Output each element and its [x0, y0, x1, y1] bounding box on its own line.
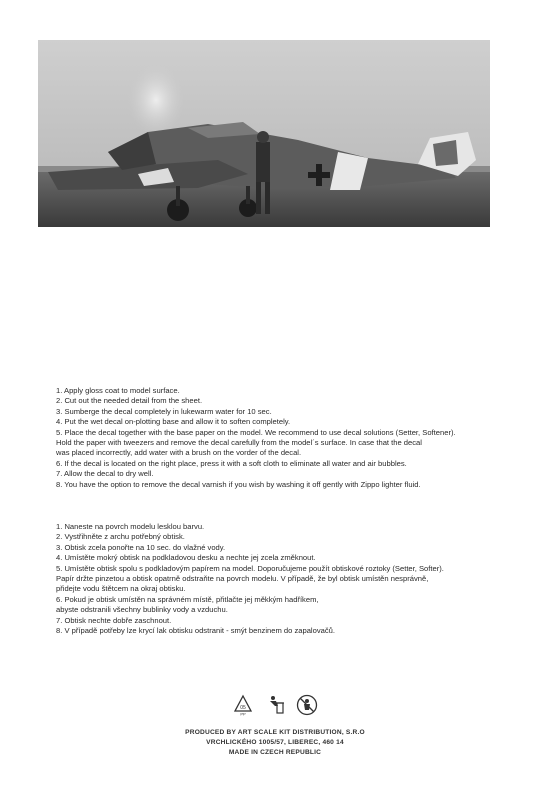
instruction-step: 5. Umístěte obtisk spolu s podkladovým papírem na model. Doporučujeme použít obtiskové roztoky (Setter, Softer). Papír držte pinzetou a obtisk opatrně odstraňte na povrch modelu. V případě, že byl obtisk umístěn nesprávně, přidejte vodu štětcem na okraj obtisku. — [56, 563, 444, 594]
producer-footer — [0, 728, 550, 758]
instruction-step: 3. Obtisk zcela ponořte na 10 sec. do vlažné vody. — [56, 542, 226, 552]
instructions-czech — [56, 522, 526, 636]
instruction-step: 2. Vystřihněte z archu potřebný obtisk. — [56, 532, 185, 542]
svg-text:05: 05 — [240, 705, 246, 711]
instruction-step: 4. Umístěte mokrý obtisk na podkladovou desku a nechte jej zcela změknout. — [56, 553, 316, 563]
instruction-step: 3. Sumberge the decal completely in lukewarm water for 10 sec. — [56, 406, 272, 416]
address-line: VRCHLICKÉHO 1005/57, LIBEREC, 460 14 — [206, 739, 344, 746]
instruction-step: 2. Cut out the needed detail from the sheet. — [56, 396, 203, 406]
bin-icon — [264, 694, 286, 716]
instruction-step: 7. Obtisk nechte dobře zaschnout. — [56, 615, 172, 625]
instruction-step: 5. Place the decal together with the base paper on the model. We recommend to use decal solutions (Setter, Softener). Hold the paper with tweezers and remove the decal carefully from the model´s surface. In case that the decal was placed incorrectly, add water with a brush on the vorder of the decal. — [56, 427, 456, 458]
recycle-pp-icon — [232, 694, 254, 716]
origin-line: MADE IN CZECH REPUBLIC — [228, 749, 322, 756]
instruction-step: 8. You have the option to remove the decal varnish if you wish by washing it off gently with Zippo lighter fluid. — [56, 479, 421, 489]
svg-text:PP: PP — [240, 711, 246, 716]
instruction-step: 6. Pokud je obtisk umístěn na správném místě, přitlačte jej měkkým hadříkem, abyste odstranili všechny bublinky vody a vzduchu. — [56, 594, 319, 615]
instruction-step: 4. Put the wet decal on-plotting base and allow it to soften completely. — [56, 417, 291, 427]
instruction-step: 1. Apply gloss coat to model surface. — [56, 386, 180, 395]
instruction-step: 8. V případě potřeby lze krycí lak obtisku odstranit - smýt benzinem do zapalovačů. — [56, 626, 335, 636]
producer-line: PRODUCED BY ART SCALE KIT DISTRIBUTION, S.R.O — [185, 729, 365, 736]
instruction-step: 1. Naneste na povrch modelu lesklou barvu. — [56, 522, 205, 531]
no-children-icon — [296, 694, 318, 716]
aircraft-photo — [38, 40, 490, 227]
instruction-step: 7. Allow the decal to dry well. — [56, 469, 154, 479]
instruction-step: 6. If the decal is located on the right place, press it with a soft cloth to eliminate all water and air bubbles. — [56, 458, 407, 468]
icon-row — [0, 694, 550, 716]
instructions-english — [56, 386, 526, 490]
